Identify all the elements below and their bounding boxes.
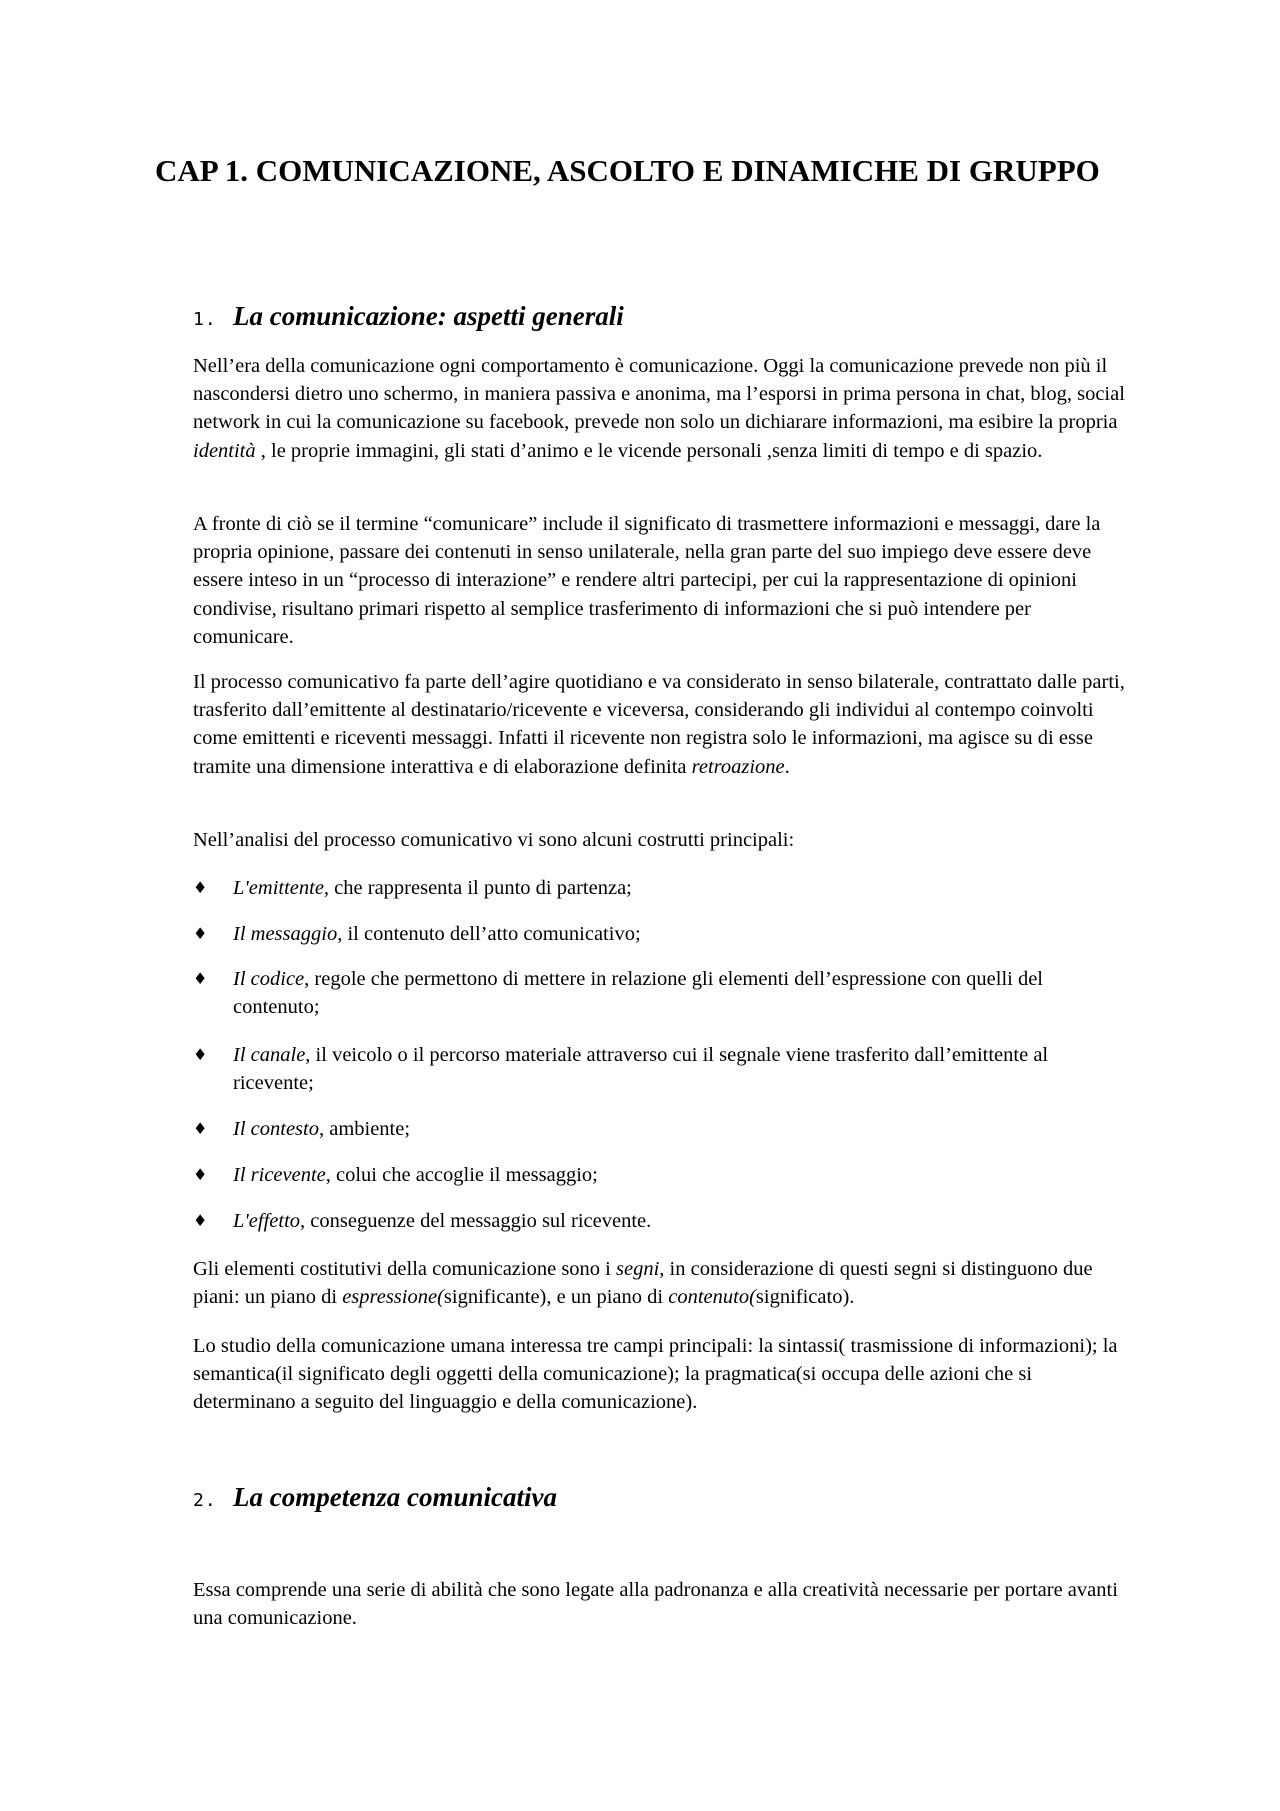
paragraph-7: Essa comprende una serie di abilità che sono legate alla padronanza e alla creatività necessarie per portare avanti una comunicazione.: [193, 1579, 1118, 1630]
paragraph-2: A fronte di ciò se il termine “comunicare” include il significato di trasmettere informazioni e messaggi, dare la propria opinione, passare dei contenuti in senso unilaterale, nella gran parte del suo impiego deve essere deve essere inteso in un “processo di interazione” e rendere altri partecipi, per cui la rappresentazione di opinioni condivise, risultano primari rispetto al semplice trasferimento di informazioni che si può intendere per comunicare.: [193, 513, 1101, 648]
list-item: ♦ Il messaggio, il contenuto dell’atto comunicativo;: [193, 920, 1133, 948]
section-number: 1.: [193, 309, 217, 330]
chapter-title: CAP 1. COMUNICAZIONE, ASCOLTO E DINAMICHE DI GRUPPO: [155, 153, 1100, 188]
diamond-bullet-icon: ♦: [193, 878, 208, 897]
section-heading-2: [193, 1480, 557, 1514]
list-item: ♦ L'effetto, conseguenze del messaggio sul ricevente.: [193, 1207, 1133, 1235]
section-heading-1: [193, 299, 624, 333]
section-number: 2.: [193, 1490, 217, 1511]
paragraph-3: Il processo comunicativo fa parte dell’agire quotidiano e va considerato in senso bilaterale, contrattato dalle parti, trasferito dall’emittente al destinatario/ricevente e viceversa, considerando gli individui al contempo coinvolti come emittenti e riceventi messaggi. Infatti il ricevente non registra solo le informazioni, ma agisce su di esse tramite una dimensione interattiva e di elaborazione definita retroazione.: [193, 671, 1125, 778]
list-item: ♦ L'emittente, che rappresenta il punto di partenza;: [193, 874, 1133, 902]
section-title: La comunicazione: aspetti generali: [233, 301, 624, 331]
paragraph-6: Lo studio della comunicazione umana interessa tre campi principali: la sintassi( trasmissione di informazioni); la semantica(il significato degli oggetti della comunicazione); la pragmatica(si occupa delle azioni che si determinano a seguito del linguaggio e della comunicazione).: [193, 1335, 1118, 1414]
diamond-bullet-icon: ♦: [193, 1045, 208, 1064]
paragraph-1: Nell’era della comunicazione ogni comportamento è comunicazione. Oggi la comunicazione prevede non più il nascondersi dietro uno schermo, in maniera passiva e anonima, ma l’esporsi in prima persona in chat, blog, social network in cui la comunicazione su facebook, prevede non solo un dichiarare informazioni, ma esibire la propria identità , le proprie immagini, gli stati d’animo e le vicende personali ,senza limiti di tempo e di spazio.: [193, 355, 1125, 462]
list-item: ♦ Il codice, regole che permettono di mettere in relazione gli elementi dell’espressione con quelli del contenuto;: [193, 965, 1133, 1021]
section-title: La competenza comunicativa: [233, 1482, 557, 1512]
paragraph-5: Gli elementi costitutivi della comunicazione sono i segni, in considerazione di questi segni si distinguono due piani: un piano di espressione(significante), e un piano di contenuto(significato).: [193, 1258, 1093, 1309]
paragraph-4: Nell’analisi del processo comunicativo vi sono alcuni costrutti principali:: [193, 829, 795, 851]
diamond-bullet-icon: ♦: [193, 1165, 208, 1184]
list-item: ♦ Il ricevente, colui che accoglie il messaggio;: [193, 1161, 1133, 1189]
diamond-bullet-icon: ♦: [193, 1119, 208, 1138]
diamond-bullet-icon: ♦: [193, 924, 208, 943]
list-item: ♦ Il canale, il veicolo o il percorso materiale attraverso cui il segnale viene trasferito dall’emittente al ricevente;: [193, 1041, 1133, 1097]
list-item: ♦ Il contesto, ambiente;: [193, 1115, 1133, 1143]
italic-term: identità: [193, 439, 256, 462]
italic-term: retroazione: [691, 755, 785, 778]
diamond-bullet-icon: ♦: [193, 969, 208, 988]
diamond-bullet-icon: ♦: [193, 1211, 208, 1230]
